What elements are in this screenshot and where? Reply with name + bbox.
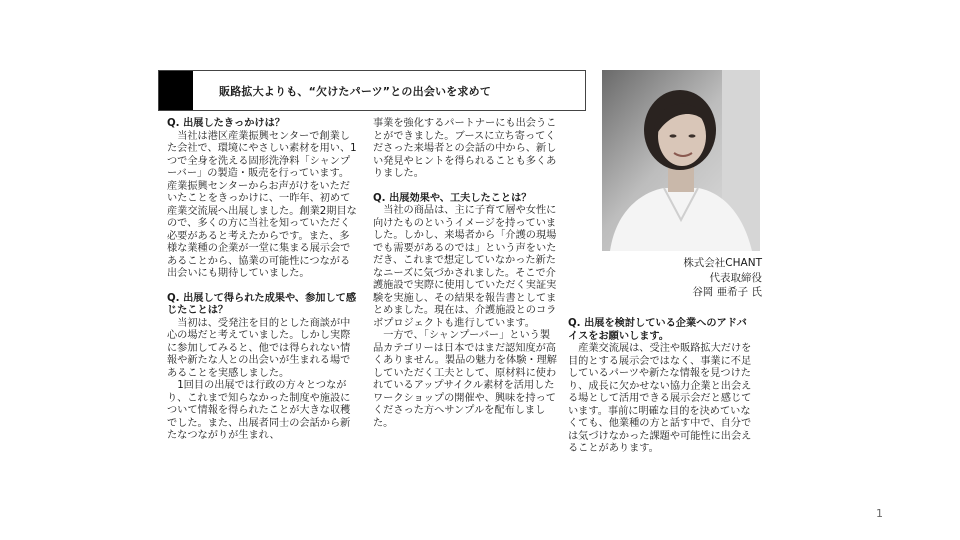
person-name: 谷岡 亜希子 氏 [692,286,762,298]
answer-paragraph: 当社の商品は、主に子育て層や女性に向けたものというイメージを持っていました。しかし、来場者から「介護の現場でも需要があるのでは」という声をいただき、これまで想定していなかった新たなニーズに気づかされました。そこで介護施設で実際に使用していただく実証実験を実施し、その結果を報告書としてまとめました。現在は、介護施設とのコラボプロジェクトも進行しています。 [373,205,557,329]
column-3 [568,318,754,456]
person-role: 代表取締役 [709,271,762,284]
page-number: 1 [876,507,883,520]
question-heading: Q. 出展したきっかけは？ [167,118,285,129]
question-heading: Q. 出展効果や、工夫したことは？ [373,192,532,204]
answer-paragraph: 1回目の出展では行政の方々とつながり、これまで知らなかった制度や施設について情報を得られたことが大きな収穫でした。また、出展者同士の会話から新たなつながりが生まれ、 [167,380,351,441]
title-bar [158,70,586,111]
answer-paragraph: 産業交流展は、受注や販路拡大だけを目的とする展示会ではなく、事業に不足しているパーツや新たな情報を見つけたり、成長に欠かせない協力企業と出会える場として活用できる展示会だと感じています。事前に明確な目的を決めていなくても、他業種の方と話す中で、自分では気づけなかった課題や可能性に出会えることがあります。 [568,343,752,454]
answer-paragraph: 当初は、受発注を目的とした商談が中心の場だと考えていました。しかし実際に参加してみると、他では得られない情報や新たな人との出会いが生まれる場であることを実感しました。 [167,317,351,379]
photo-caption [640,256,762,300]
column-2 [373,118,559,430]
company-name: 株式会社CHANT [683,257,762,269]
answer-paragraph: 一方で、「シャンプーバー」という製品カテゴリーは日本ではまだ認知度が高くありません。製品の魅力を体験・理解していただく工夫として、原材料に使われているアップサイクル素材を活用したワークショップの開催や、興味を持ってくださった方へサンプルを配布しました。 [373,330,557,429]
answer-paragraph: 当社は港区産業振興センターで創業した会社で、環境にやさしい素材を用い、1つで全身を洗える固形洗浄料「シャンプーバー」の製造・販売を行っています。 [167,130,357,179]
answer-paragraph: 事業を強化するパートナーにも出会うことができました。ブースに立ち寄ってくださった来場者との会話の中から、新しい発見やヒントを得られることも多くありました。 [373,118,557,179]
article-title: 販路拡大よりも、“欠けたパーツ”との出会いを求めて [219,85,492,98]
portrait-photo [602,70,760,251]
question-heading: Q. 出展して得られた成果や、参加して感じたことは？ [167,292,357,316]
title-accent-block [159,71,193,110]
column-1 [167,118,359,443]
question-heading: Q. 出展を検討している企業へのアドバイスをお願いします。 [568,318,747,342]
answer-paragraph: 産業振興センターからお声がけをいただいたことをきっかけに、一昨年、初めて産業交流展へ出展しました。創業2期目なので、多くの方に当社を知っていただく必要があると考えたからです。また、多様な業種の企業が一堂に集まる展示会であることから、協業の可能性につながる出会いにも期待していました。 [167,180,357,279]
